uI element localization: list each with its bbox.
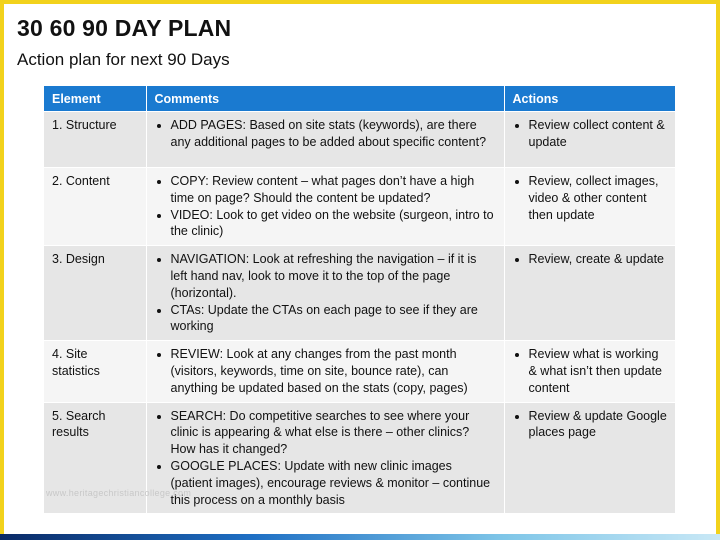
header-actions: Actions bbox=[504, 86, 675, 112]
page-subtitle: Action plan for next 90 Days bbox=[17, 50, 230, 69]
element-cell: 4. Site statistics bbox=[44, 341, 146, 402]
list-item: • Review, collect images, video & other content then update bbox=[529, 173, 668, 223]
comments-list bbox=[155, 346, 496, 396]
list-item: • GOOGLE PLACES: Update with new clinic images (patient images), encourage reviews & monitor – continue this process on a monthly basis bbox=[171, 458, 496, 508]
frame-right-border bbox=[716, 0, 720, 540]
actions-list bbox=[513, 251, 668, 268]
element-cell: 5. Search results bbox=[44, 402, 146, 513]
actions-list bbox=[513, 173, 668, 223]
page-title: 30 60 90 DAY PLAN bbox=[17, 15, 232, 41]
element-cell: 3. Design bbox=[44, 246, 146, 341]
table-header-row bbox=[44, 86, 675, 112]
header-element: Element bbox=[44, 86, 146, 112]
actions-cell bbox=[504, 246, 675, 341]
list-item: • ADD PAGES: Based on site stats (keywords), are there any additional pages to be added about specific content? bbox=[171, 117, 496, 151]
table-row bbox=[44, 112, 675, 168]
actions-list bbox=[513, 117, 668, 151]
actions-list bbox=[513, 346, 668, 396]
table-row bbox=[44, 246, 675, 341]
list-item: • Review collect content & update bbox=[529, 117, 668, 151]
comments-list bbox=[155, 251, 496, 335]
comments-list bbox=[155, 173, 496, 240]
list-item: • Review what is working & what isn’t then update content bbox=[529, 346, 668, 396]
table-row bbox=[44, 341, 675, 402]
element-cell: 2. Content bbox=[44, 168, 146, 246]
actions-cell bbox=[504, 341, 675, 402]
list-item: • COPY: Review content – what pages don’t have a high time on page? Should the content be updated? bbox=[171, 173, 496, 207]
frame-left-border bbox=[0, 0, 4, 540]
actions-cell bbox=[504, 402, 675, 513]
element-cell: 1. Structure bbox=[44, 112, 146, 168]
actions-list bbox=[513, 408, 668, 442]
header-comments: Comments bbox=[146, 86, 504, 112]
actions-cell bbox=[504, 112, 675, 168]
list-item: • Review, create & update bbox=[529, 251, 668, 268]
comments-cell bbox=[146, 341, 504, 402]
list-item: • SEARCH: Do competitive searches to see where your clinic is appearing & what else is there – other clinics? How has it changed? bbox=[171, 408, 496, 458]
list-item: • REVIEW: Look at any changes from the past month (visitors, keywords, time on site, bounce rate), can anything be updated based on the stats (copy, pages) bbox=[171, 346, 496, 396]
actions-cell bbox=[504, 168, 675, 246]
comments-cell bbox=[146, 402, 504, 513]
list-item: • VIDEO: Look to get video on the website (surgeon, intro to the clinic) bbox=[171, 207, 496, 241]
frame-bottom-gradient-bar bbox=[0, 534, 720, 540]
list-item: • CTAs: Update the CTAs on each page to see if they are working bbox=[171, 302, 496, 336]
comments-cell bbox=[146, 246, 504, 341]
comments-cell bbox=[146, 112, 504, 168]
table-row bbox=[44, 168, 675, 246]
watermark-text: www.heritagechristiancollege.com bbox=[46, 488, 192, 498]
plan-table bbox=[44, 86, 675, 513]
list-item: • Review & update Google places page bbox=[529, 408, 668, 442]
comments-list bbox=[155, 408, 496, 509]
list-item: • NAVIGATION: Look at refreshing the navigation – if it is left hand nav, look to move it to the top of the page (horizontal). bbox=[171, 251, 496, 301]
frame-top-border bbox=[0, 0, 720, 4]
comments-list bbox=[155, 117, 496, 151]
comments-cell bbox=[146, 168, 504, 246]
